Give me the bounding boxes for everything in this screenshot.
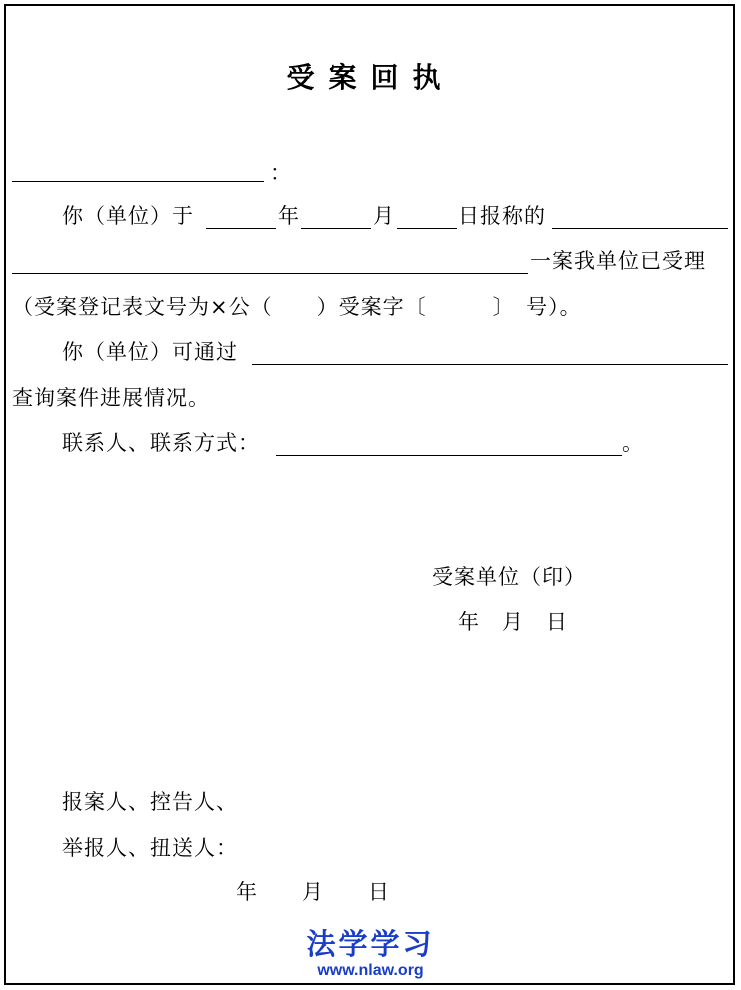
line1-day-report: 日报称的 bbox=[458, 204, 546, 228]
day-blank bbox=[397, 228, 457, 229]
line2-suffix: 一案我单位已受理 bbox=[530, 249, 706, 273]
line6-prefix: 联系人、联系方式： bbox=[62, 431, 260, 455]
watermark-url: www.nlaw.org bbox=[317, 962, 424, 979]
addressee-colon: ： bbox=[270, 161, 292, 185]
case-name-blank-1 bbox=[552, 228, 728, 229]
reporter-label-1: 报案人、控告人、 bbox=[62, 790, 238, 814]
line1-prefix: 你（单位）于 bbox=[62, 204, 194, 228]
query-method-blank bbox=[252, 364, 728, 365]
addressee-blank bbox=[12, 181, 264, 182]
line1-year: 年 bbox=[278, 204, 300, 228]
line5-text: 查询案件进展情况。 bbox=[12, 386, 210, 410]
line6-suffix: 。 bbox=[622, 431, 644, 455]
line4-prefix: 你（单位）可通过 bbox=[62, 340, 238, 364]
line1-month: 月 bbox=[373, 204, 395, 228]
unit-date: 年 月 日 bbox=[458, 610, 568, 634]
year-blank bbox=[206, 228, 276, 229]
reporter-label-2: 举报人、扭送人： bbox=[62, 836, 238, 860]
reporter-date: 年 月 日 bbox=[236, 880, 390, 904]
line3-text: （受案登记表文号为×公（ ）受案字〔 〕 号）。 bbox=[12, 295, 582, 319]
unit-seal-label: 受案单位（印） bbox=[432, 565, 586, 589]
month-blank bbox=[301, 228, 371, 229]
contact-blank bbox=[276, 455, 622, 456]
document-title: 受案回执 bbox=[286, 61, 455, 94]
watermark-logo: 法学学习 bbox=[306, 927, 435, 961]
case-name-blank-2 bbox=[12, 273, 528, 274]
